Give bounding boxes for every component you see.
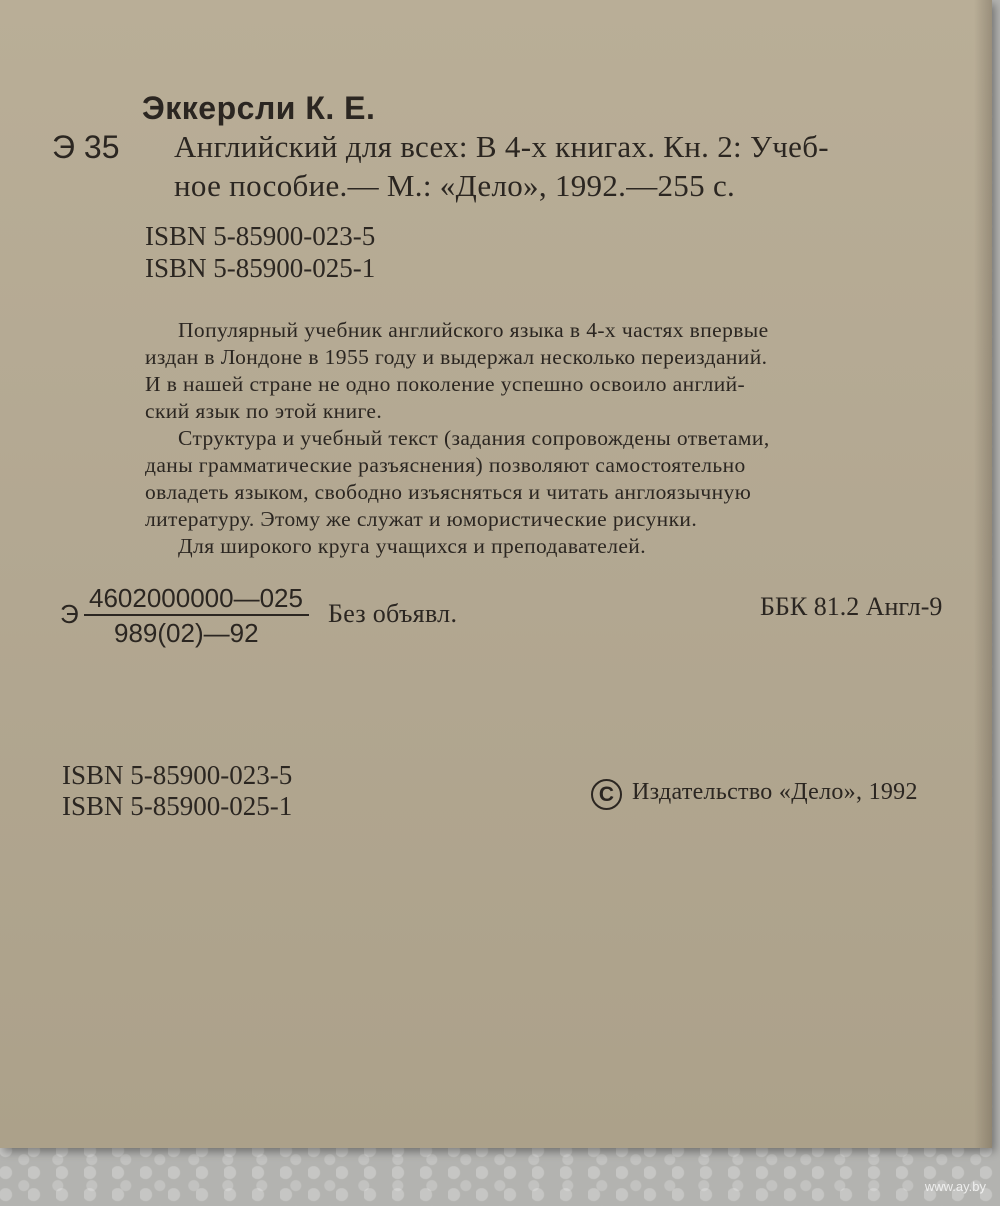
catalog-denominator: 989(02)—92: [114, 618, 259, 648]
fraction-line: [84, 614, 309, 616]
isbn-top-1: ISBN 5-85900-023-5: [145, 221, 376, 251]
isbn-bottom-1: ISBN 5-85900-023-5: [62, 760, 293, 790]
isbn-bottom-2: ISBN 5-85900-025-1: [62, 791, 293, 821]
publisher-copyright: Издательство «Дело», 1992: [632, 779, 918, 805]
annotation-line: Для широкого круга учащихся и преподавателей.: [178, 534, 646, 558]
catalog-numerator: 4602000000—025: [89, 583, 303, 613]
author-name: Эккерсли К. Е.: [142, 90, 376, 126]
annotation-line: даны грамматические разъяснения) позволяют самостоятельно: [145, 453, 746, 477]
annotation-line: Популярный учебник английского языка в 4-х частях впервые: [178, 318, 769, 342]
title-line-2: ное пособие.— М.: «Дело», 1992.—255 с.: [174, 168, 736, 203]
catalog-code: Э 35: [52, 129, 120, 165]
bbk-code: ББК 81.2 Англ-9: [760, 592, 943, 621]
annotation-line: литературу. Этому же служат и юмористические рисунки.: [145, 507, 698, 531]
annotation-line: ский язык по этой книге.: [145, 399, 383, 423]
no-announcement-note: Без объявл.: [328, 599, 458, 628]
title-line-1: Английский для всех: В 4-х книгах. Кн. 2: Учеб-: [174, 129, 829, 164]
annotation-line: овладеть языком, свободно изъясняться и читать англоязычную: [145, 480, 752, 504]
annotation-line: И в нашей стране не одно поколение успешно освоило англий-: [145, 372, 746, 396]
copyright-icon: C: [591, 779, 622, 810]
isbn-top-2: ISBN 5-85900-025-1: [145, 253, 376, 283]
annotation-line: издан в Лондоне в 1955 году и выдержал несколько переизданий.: [145, 345, 768, 369]
site-watermark: www.ay.by: [924, 1179, 986, 1194]
annotation-line: Структура и учебный текст (задания сопровождены ответами,: [178, 426, 770, 450]
catalog-letter: Э: [60, 599, 79, 629]
